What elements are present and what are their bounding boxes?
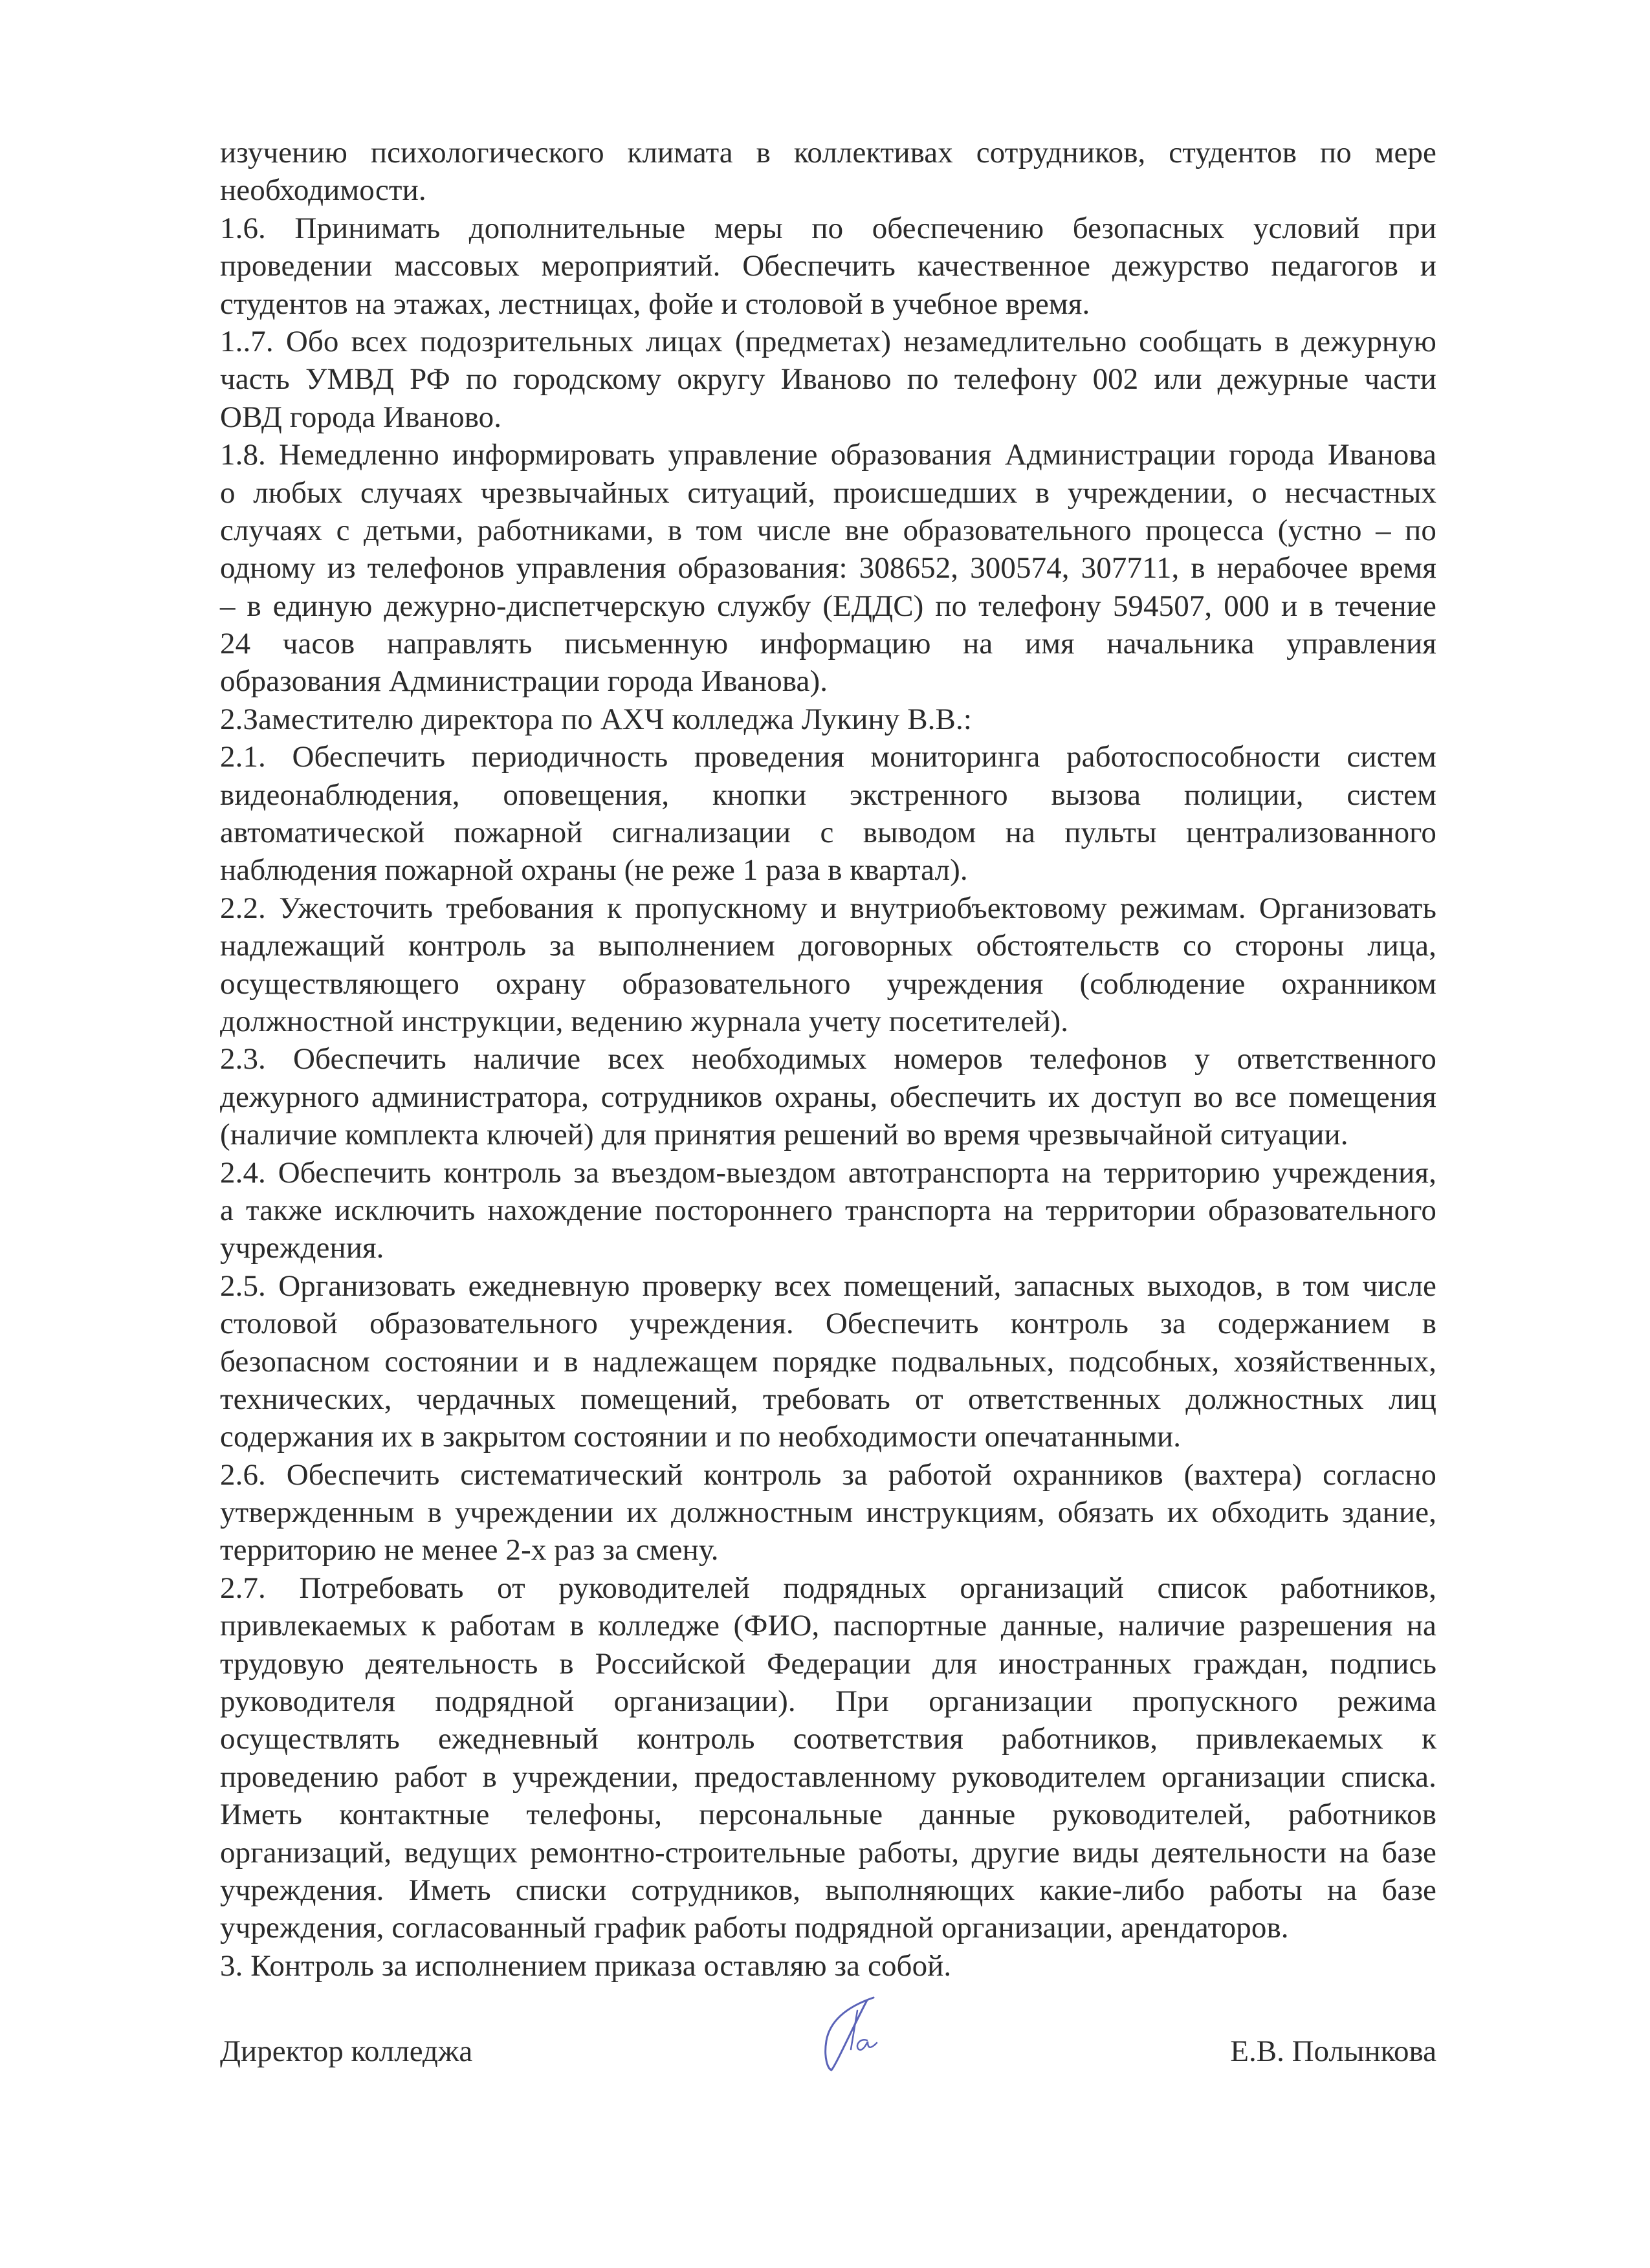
text-line: 2.4. Обеспечить контроль за въездом-выездом автотранспорта на территорию учреждения, xyxy=(220,1155,1436,1190)
text-line: часть УМВД РФ по городскому округу Иваново по телефону 002 или дежурные части xyxy=(220,362,1436,397)
text-line: автоматической пожарной сигнализации с выводом на пульты централизованного xyxy=(220,816,1436,850)
text-line: Иметь контактные телефоны, персональные данные руководителей, работников xyxy=(220,1798,1436,1832)
signer-title: Директор колледжа xyxy=(220,2034,473,2068)
text-line: о любых случаях чрезвычайных ситуаций, происшедших в учреждении, о несчастных xyxy=(220,475,1436,510)
text-line: осуществлять ежедневный контроль соответствия работников, привлекаемых к xyxy=(220,1722,1436,1756)
text-line: 2.2. Ужесточить требования к пропускному и внутриобъектовому режимам. Организовать xyxy=(220,891,1436,925)
text-line: 2.6. Обеспечить систематический контроль за работой охранников (вахтера) согласно xyxy=(220,1457,1436,1492)
signer-name: Е.В. Полынкова xyxy=(1230,2034,1436,2068)
text-line: привлекаемых к работам в колледже (ФИО, паспортные данные, наличие разрешения на xyxy=(220,1609,1436,1643)
text-line: содержания их в закрытом состоянии и по необходимости опечатанными. xyxy=(220,1420,1182,1454)
signature-block xyxy=(220,1992,1436,2102)
text-line: территорию не менее 2-х раз за смену. xyxy=(220,1533,719,1567)
text-line: необходимости. xyxy=(220,173,426,208)
text-line: 24 часов направлять письменную информацию на имя начальника управления xyxy=(220,627,1436,661)
text-line: надлежащий контроль за выполнением договорных обстоятельств со стороны лица, xyxy=(220,929,1436,963)
text-line: изучению психологического климата в коллективах сотрудников, студентов по мере xyxy=(220,136,1436,169)
text-line: утвержденным в учреждении их должностным инструкциям, обязать их обходить здание, xyxy=(220,1496,1436,1530)
text-line: безопасном состоянии и в надлежащем порядке подвальных, подсобных, хозяйственных, xyxy=(220,1344,1436,1379)
text-line: технических, чердачных помещений, требовать от ответственных должностных лиц xyxy=(220,1382,1436,1416)
text-line: 2.5. Организовать ежедневную проверку всех помещений, запасных выходов, в том числе xyxy=(220,1269,1436,1303)
text-line: трудовую деятельность в Российской Федерации для иностранных граждан, подпись xyxy=(220,1646,1436,1681)
text-line: столовой образовательного учреждения. Обеспечить контроль за содержанием в xyxy=(220,1307,1436,1341)
text-line: а также исключить нахождение постороннего транспорта на территории образовательного xyxy=(220,1193,1436,1227)
text-line: учреждения. Иметь списки сотрудников, выполняющих какие-либо работы на базе xyxy=(220,1873,1436,1907)
text-line: учреждения, согласованный график работы подрядной организации, арендаторов. xyxy=(220,1911,1289,1945)
text-line: проведении массовых мероприятий. Обеспечить качественное дежурство педагогов и xyxy=(220,249,1436,283)
text-line: видеонаблюдения, оповещения, кнопки экстренного вызова полиции, систем xyxy=(220,778,1436,812)
document-body xyxy=(220,134,1436,1985)
text-line: 2.3. Обеспечить наличие всех необходимых номеров телефонов у ответственного xyxy=(220,1042,1436,1076)
text-line: дежурного администратора, сотрудников охраны, обеспечить их доступ во все помещения xyxy=(220,1080,1436,1114)
text-line: случаях с детьми, работниками, в том числе вне образовательного процесса (устно – по xyxy=(220,513,1436,547)
text-line: 1.6. Принимать дополнительные меры по обеспечению безопасных условий при xyxy=(220,211,1436,245)
text-line: 2.7. Потребовать от руководителей подрядных организаций список работников, xyxy=(220,1571,1436,1605)
text-line: 1.8. Немедленно информировать управление образования Администрации города Иванова xyxy=(220,438,1436,472)
text-line: 2.Заместителю директора по АХЧ колледжа Лукину В.В.: xyxy=(220,702,972,736)
text-line: образования Администрации города Иванова). xyxy=(220,664,828,699)
text-line: проведению работ в учреждении, предоставленному руководителем организации списка. xyxy=(220,1760,1436,1794)
text-line: учреждения. xyxy=(220,1231,384,1265)
text-line: руководителя подрядной организации). При организации пропускного режима xyxy=(220,1685,1436,1719)
text-line: должностной инструкции, ведению журнала учету посетителей). xyxy=(220,1004,1069,1038)
text-line: ОВД города Иваново. xyxy=(220,400,502,434)
text-line: 1..7. Обо всех подозрительных лицах (предметах) незамедлительно сообщать в дежурную xyxy=(220,324,1436,358)
text-line: – в единую дежурно-диспетчерскую службу (ЕДДС) по телефону 594507, 000 и в течение xyxy=(220,589,1436,623)
handwritten-signature-icon xyxy=(806,1992,890,2077)
text-line: 3. Контроль за исполнением приказа оставляю за собой. xyxy=(220,1948,952,1983)
text-line: студентов на этажах, лестницах, фойе и столовой в учебное время. xyxy=(220,287,1090,321)
text-line: организаций, ведущих ремонтно-строительные работы, другие виды деятельности на базе xyxy=(220,1835,1436,1870)
text-line: осуществляющего охрану образовательного учреждения (соблюдение охранником xyxy=(220,966,1436,1001)
text-line: одному из телефонов управления образования: 308652, 300574, 307711, в нерабочее время xyxy=(220,551,1436,585)
text-line: 2.1. Обеспечить периодичность проведения мониторинга работоспособности систем xyxy=(220,740,1436,774)
text-line: наблюдения пожарной охраны (не реже 1 раза в квартал). xyxy=(220,853,968,888)
text-line: (наличие комплекта ключей) для принятия решений во время чрезвычайной ситуации. xyxy=(220,1118,1348,1152)
